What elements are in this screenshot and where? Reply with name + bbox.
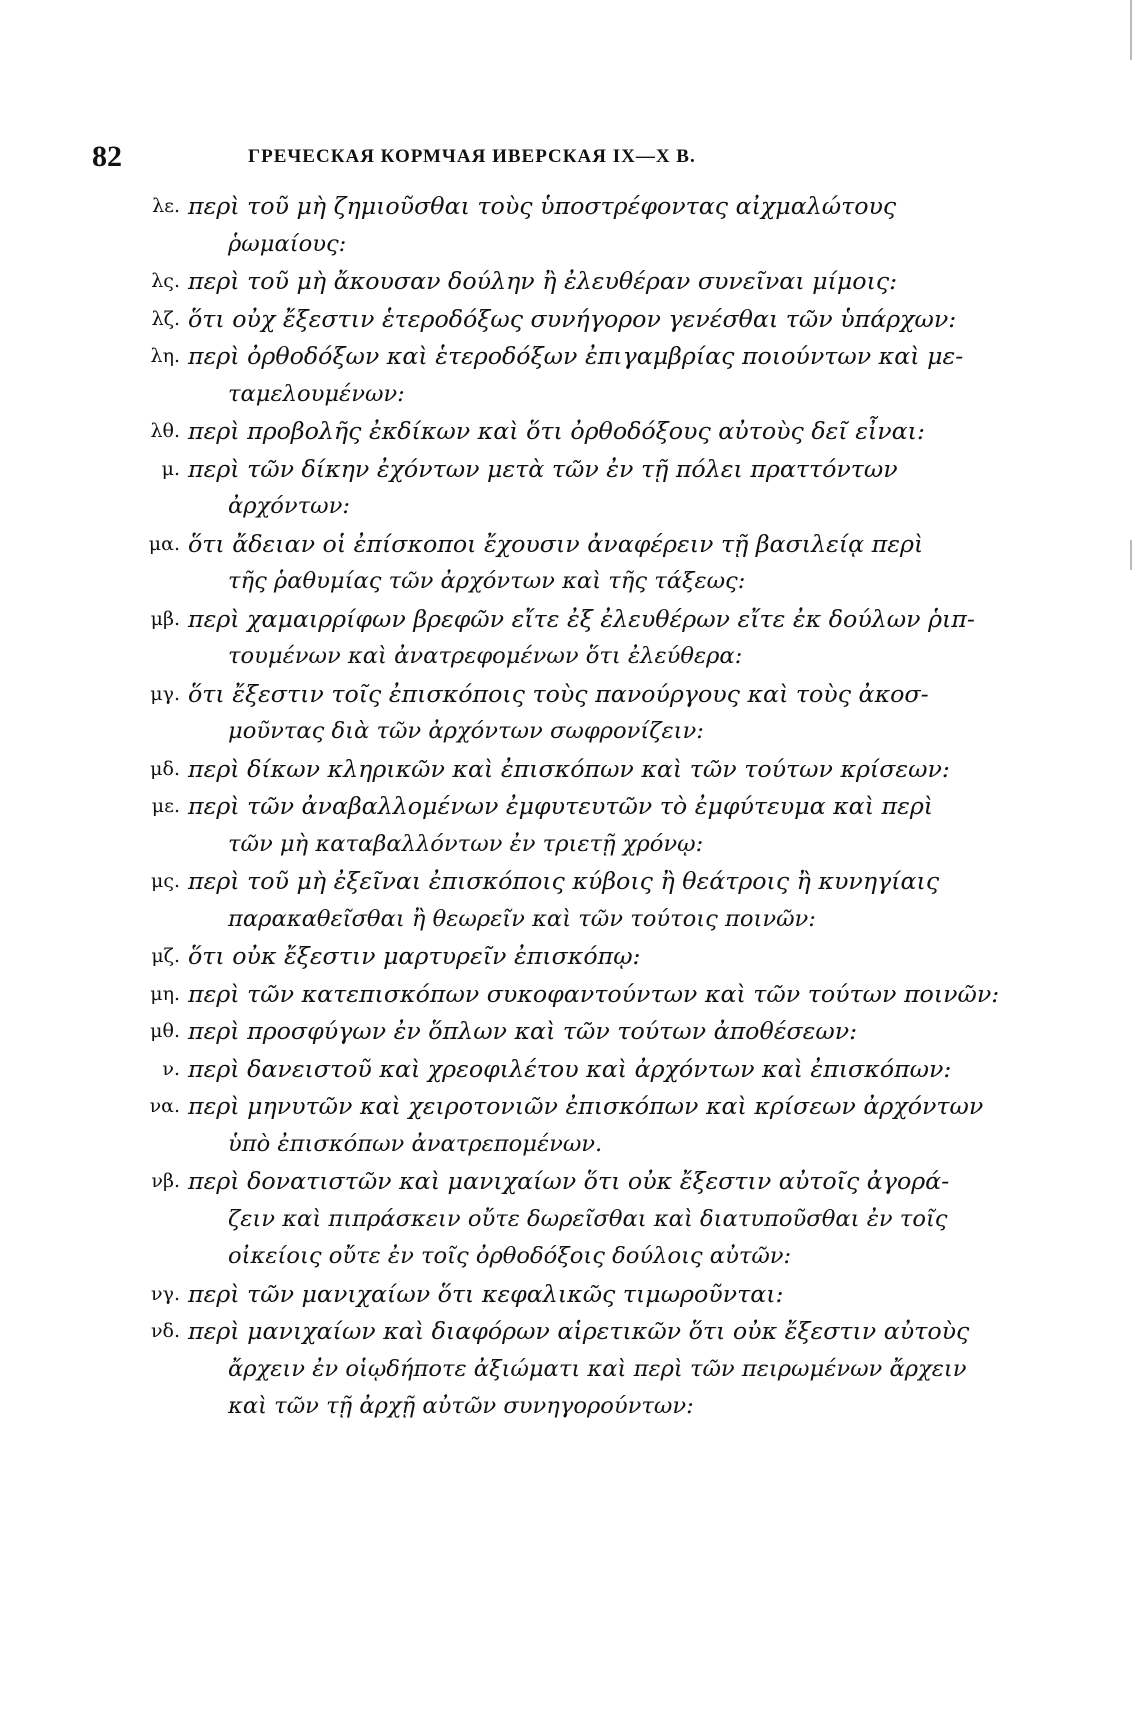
entry-text-line: ἀρχόντων: xyxy=(228,493,351,519)
entry-text-line: περὶ τοῦ μὴ ἄκουσαν δούλην ἢ ἐλευθέραν συνεῖναι μίμοις: xyxy=(188,267,898,295)
page-header xyxy=(92,140,1052,180)
list-item xyxy=(151,938,1068,976)
entry-number: νδ. xyxy=(150,1320,180,1342)
list-item xyxy=(150,601,1068,676)
list-item xyxy=(150,338,1068,413)
list-item xyxy=(150,976,1068,1014)
entry-text-line: ὅτι οὐκ ἔξεστιν μαρτυρεῖν ἐπισκόπῳ: xyxy=(188,942,641,970)
scan-edge-line xyxy=(1130,540,1132,570)
entry-text-line: περὶ τοῦ μὴ ζημιοῦσθαι τοὺς ὑποστρέφοντας αἰχμαλώτους xyxy=(188,192,897,220)
list-item xyxy=(150,1313,1068,1426)
entry-number: νβ. xyxy=(151,1170,180,1192)
list-item xyxy=(151,1276,1068,1314)
entry-number: νγ. xyxy=(151,1282,180,1305)
entry-number: ν. xyxy=(162,1057,180,1080)
list-item xyxy=(150,676,1068,751)
scan-edge-line xyxy=(1130,0,1132,60)
entry-number: μβ. xyxy=(150,607,180,630)
list-item xyxy=(152,188,1068,263)
entry-number: μθ. xyxy=(150,1020,180,1042)
running-title: ГРЕЧЕСКАЯ КОРМЧАЯ ИВЕРСКАЯ IX—X В. xyxy=(248,146,696,167)
table-of-contents xyxy=(148,188,1068,1426)
entry-text-line: παρακαθεῖσθαι ἢ θεωρεῖν καὶ τῶν τούτοις ποινῶν: xyxy=(228,905,816,932)
list-item xyxy=(150,413,1068,451)
entry-number: με. xyxy=(151,795,180,817)
list-item xyxy=(150,863,1068,938)
entry-text-line: περὶ δονατιστῶν καὶ μανιχαίων ὅτι οὐκ ἔξεστιν αὐτοῖς ἀγορά- xyxy=(188,1167,950,1195)
entry-text-line: περὶ μανιχαίων καὶ διαφόρων αἱρετικῶν ὅτι οὐκ ἔξεστιν αὐτοὺς xyxy=(188,1317,970,1345)
entry-number: μα. xyxy=(148,532,180,555)
entry-number: να. xyxy=(149,1095,180,1117)
entry-number: λζ. xyxy=(151,307,180,330)
entry-text-line: περὶ τοῦ μὴ ἐξεῖναι ἐπισκόποις κύβοις ἢ θεάτροις ἢ κυνηγίαις xyxy=(188,867,940,895)
list-item xyxy=(151,263,1068,301)
entry-text-line: καὶ τῶν τῇ ἀρχῇ αὐτῶν συνηγορούντων: xyxy=(228,1393,694,1419)
entry-text-line: περὶ δίκων κληρικῶν καὶ ἐπισκόπων καὶ τῶν τούτων κρίσεων: xyxy=(188,754,950,783)
entry-text-line: ζειν καὶ πιπράσκειν οὔτε δωρεῖσθαι καὶ διατυποῦσθαι ἐν τοῖς xyxy=(228,1205,948,1232)
entry-number: μη. xyxy=(150,982,180,1005)
list-item xyxy=(151,301,1068,339)
entry-text-line: περὶ ὀρθοδόξων καὶ ἑτεροδόξων ἐπιγαμβρίας ποιούντων καὶ με- xyxy=(188,342,964,370)
entry-number: μ. xyxy=(161,457,180,480)
entry-number: λη. xyxy=(150,345,180,367)
list-item xyxy=(148,526,1068,601)
list-item xyxy=(161,451,1068,526)
entry-number: μδ. xyxy=(150,757,180,780)
entry-number: μζ. xyxy=(151,945,180,967)
entry-text-line: ὑπὸ ἐπισκόπων ἀνατρεπομένων. xyxy=(228,1130,603,1157)
entry-text-line: περὶ προσφύγων ἐν ὅπλων καὶ τῶν τούτων ἀποθέσεων: xyxy=(188,1017,858,1045)
entry-text-line: ἄρχειν ἐν οἱῳδήποτε ἀξιώματι καὶ περὶ τῶν πειρωμένων ἄρχειν xyxy=(228,1355,967,1382)
entry-text-line: τουμένων καὶ ἀνατρεφομένων ὅτι ἐλεύθερα: xyxy=(228,643,743,669)
entry-text-line: περὶ δανειστοῦ καὶ χρεοφιλέτου καὶ ἀρχόντων καὶ ἐπισκόπων: xyxy=(188,1054,952,1083)
entry-number: λε. xyxy=(152,195,180,217)
entry-text-line: τῆς ῥαθυμίας τῶν ἀρχόντων καὶ τῆς τάξεως: xyxy=(228,568,746,594)
entry-text-line: ταμελουμένων: xyxy=(228,380,405,407)
list-item xyxy=(150,751,1068,789)
entry-text-line: οἰκείοις οὔτε ἐν τοῖς ὀρθοδόξοις δούλοις αὐτῶν: xyxy=(228,1243,792,1269)
entry-number: λς. xyxy=(151,270,180,292)
list-item xyxy=(151,1163,1068,1276)
list-item xyxy=(150,1013,1068,1051)
list-item xyxy=(151,788,1068,863)
list-item xyxy=(149,1088,1068,1163)
entry-text-line: ὅτι οὐχ ἔξεστιν ἑτεροδόξως συνήγορον γενέσθαι τῶν ὑπάρχων: xyxy=(188,304,957,333)
entry-text-line: μοῦντας διὰ τῶν ἀρχόντων σωφρονίζειν: xyxy=(228,718,704,744)
entry-text-line: περὶ τῶν ἀναβαλλομένων ἐμφυτευτῶν τὸ ἐμφύτευμα καὶ περὶ xyxy=(188,792,934,820)
entry-number: μγ. xyxy=(150,682,180,705)
entry-text-line: περὶ τῶν δίκην ἐχόντων μετὰ τῶν ἐν τῇ πόλει πραττόντων xyxy=(188,454,898,483)
entry-text-line: περὶ μηνυτῶν καὶ χειροτονιῶν ἐπισκόπων καὶ κρίσεων ἀρχόντων xyxy=(188,1092,984,1120)
entry-text-line: περὶ τῶν μανιχαίων ὅτι κεφαλικῶς τιμωροῦνται: xyxy=(188,1279,784,1308)
entry-text-line: τῶν μὴ καταβαλλόντων ἐν τριετῇ χρόνῳ: xyxy=(228,830,704,857)
entry-text-line: ῥωμαίους: xyxy=(228,230,347,257)
page-number: 82 xyxy=(92,140,122,173)
entry-number: λθ. xyxy=(150,420,180,442)
list-item xyxy=(162,1051,1068,1089)
entry-text-line: περὶ χαμαιρρίφων βρεφῶν εἴτε ἐξ ἐλευθέρων εἴτε ἐκ δούλων ῥιπ- xyxy=(188,604,975,633)
entry-number: μς. xyxy=(150,870,180,892)
entry-text-line: ὅτι ἔξεστιν τοῖς ἐπισκόποις τοὺς πανούργους καὶ τοὺς ἀκοσ- xyxy=(188,679,929,708)
entry-text-line: περὶ τῶν κατεπισκόπων συκοφαντούντων καὶ τῶν τούτων ποινῶν: xyxy=(188,979,1000,1008)
entry-text-line: ὅτι ἄδειαν οἱ ἐπίσκοποι ἔχουσιν ἀναφέρειν τῇ βασιλείᾳ περὶ xyxy=(188,529,924,558)
entry-text-line: περὶ προβολῆς ἐκδίκων καὶ ὅτι ὀρθοδόξους αὐτοὺς δεῖ εἶναι: xyxy=(188,417,925,445)
